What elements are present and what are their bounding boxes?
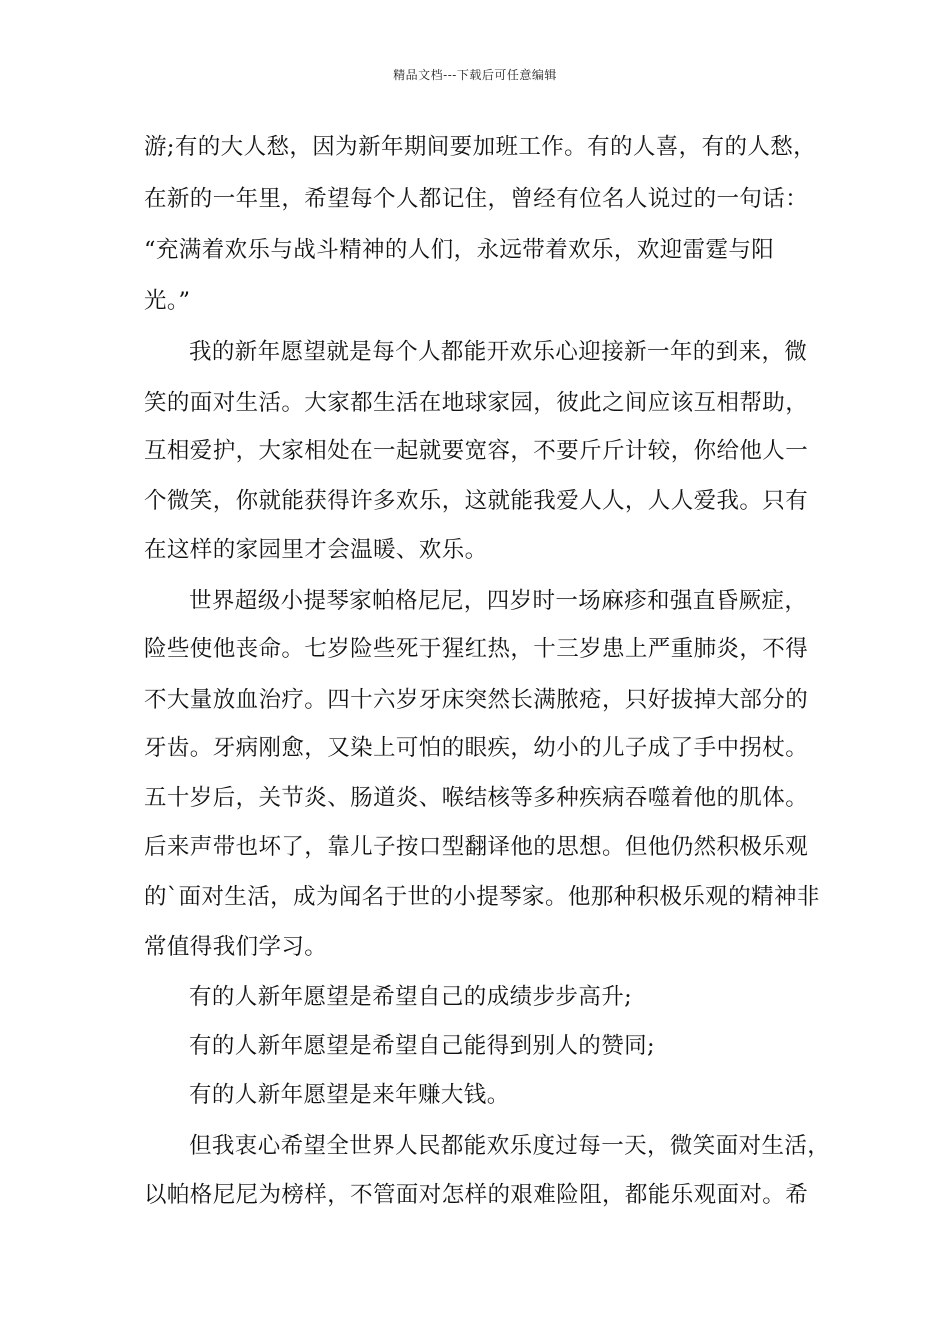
paragraph-first-line: 有的人新年愿望是来年赚大钱。 (189, 1082, 510, 1108)
text-line: 险些使他丧命。七岁险些死于猩红热，十三岁患上严重肺炎，不得 (144, 636, 809, 662)
text-line: 的`面对生活，成为闻名于世的小提琴家。他那种积极乐观的精神非 (144, 884, 820, 910)
paragraph-first-line: 但我衷心希望全世界人民都能欢乐度过每一天，微笑面对生活， (189, 1133, 831, 1159)
text-line: 常值得我们学习。 (144, 934, 328, 960)
text-line: 牙齿。牙病刚愈，又染上可怕的眼疾，幼小的儿子成了手中拐杖。 (144, 735, 809, 761)
text-line: 个微笑，你就能获得许多欢乐，这就能我爱人人，人人爱我。只有 (144, 488, 809, 514)
text-line: 在新的一年里，希望每个人都记住，曾经有位名人说过的一句话： (144, 186, 809, 212)
page-header: 精品文档---下载后可任意编辑 (393, 68, 557, 82)
text-line: 以帕格尼尼为榜样，不管面对怎样的艰难险阻，都能乐观面对。希 (144, 1182, 809, 1208)
text-line: 在这样的家园里才会温暖、欢乐。 (144, 537, 488, 563)
text-line: 游;有的大人愁，因为新年期间要加班工作。有的人喜，有的人愁， (144, 134, 817, 160)
text-line: 笑的面对生活。大家都生活在地球家园，彼此之间应该互相帮助， (144, 390, 809, 416)
text-line: “充满着欢乐与战斗精神的人们，永远带着欢乐，欢迎雷霆与阳 (144, 237, 775, 263)
paragraph-first-line: 我的新年愿望就是每个人都能开欢乐心迎接新一年的到来，微 (189, 339, 808, 365)
paragraph-first-line: 有的人新年愿望是希望自己能得到别人的赞同; (189, 1033, 655, 1059)
text-line: 互相爱护，大家相处在一起就要宽容，不要斤斤计较，你给他人一 (144, 438, 809, 464)
paragraph-first-line: 有的人新年愿望是希望自己的成绩步步高升; (189, 984, 633, 1010)
text-line: 不大量放血治疗。四十六岁牙床突然长满脓疮，只好拔掉大部分的 (144, 687, 809, 713)
paragraph-first-line: 世界超级小提琴家帕格尼尼，四岁时一场麻疹和强直昏厥症， (189, 588, 808, 614)
text-line: 后来声带也坏了，靠儿子按口型翻译他的思想。但他仍然积极乐观 (144, 834, 809, 860)
text-line: 五十岁后，关节炎、肠道炎、喉结核等多种疾病吞噬着他的肌体。 (144, 785, 809, 811)
text-line: 光。” (144, 288, 191, 314)
